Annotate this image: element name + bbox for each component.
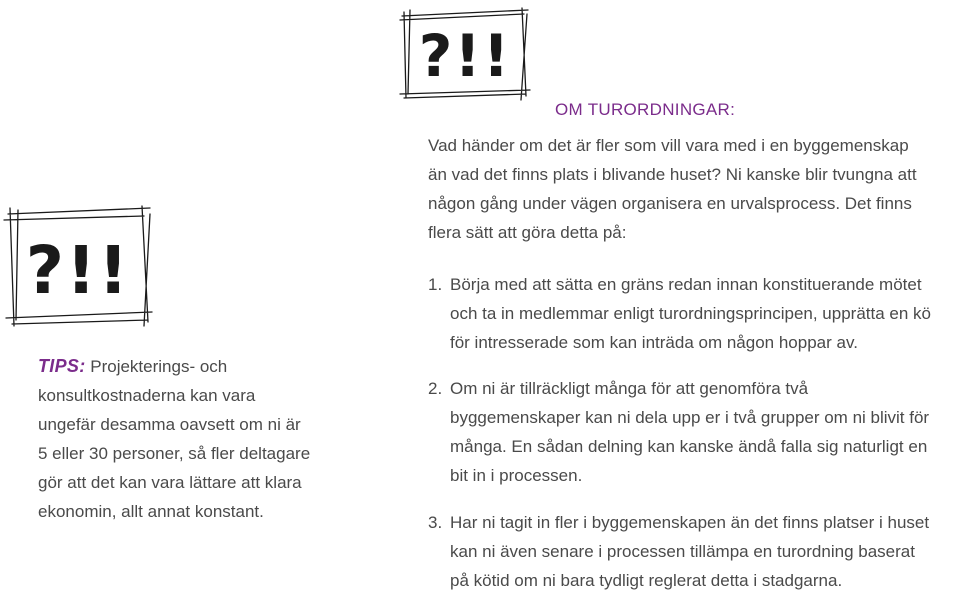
intro-line: Vad händer om det är fler som vill vara med i en byggemenskap <box>428 136 909 155</box>
intro-line: någon gång under vägen organisera en urvalsprocess. Det finns <box>428 194 912 213</box>
list-number: 3. <box>428 513 443 532</box>
tips-line: 5 eller 30 personer, så fler deltagare <box>38 444 311 463</box>
list-item-text <box>450 508 929 595</box>
list-line: på kötid om ni bara tydligt reglerat detta i stadgarna. <box>450 571 843 590</box>
tips-line: gör att det kan vara lättare att klara <box>38 473 302 492</box>
tips-first-line-text: Projekterings- och <box>85 357 228 376</box>
intro-line: än vad det finns plats i blivande huset? Ni kanske blir tvungna att <box>428 165 917 184</box>
tips-first-line <box>38 352 338 381</box>
intro-line: flera sätt att göra detta på: <box>428 223 627 242</box>
list-line: och ta in medlemmar enligt turordningsprincipen, upprätta en kö <box>450 304 931 323</box>
exclamation-sketch-box-left <box>4 206 152 326</box>
list-line: Har ni tagit in fler i byggemenskapen än det finns platser i huset <box>450 513 930 532</box>
tips-paragraph <box>38 352 338 526</box>
exclamation-sketch-box-top <box>400 8 530 100</box>
list-line: byggemenskaper kan ni dela upp er i två grupper om ni blivit för <box>450 408 930 427</box>
list-line: bit in i processen. <box>450 466 583 485</box>
list-number: 2. <box>428 379 443 398</box>
list-line: Om ni är tillräckligt många för att genomföra två <box>450 379 809 398</box>
interrobang-glyph: ?!! <box>418 22 512 90</box>
list-item-text <box>450 270 931 357</box>
list-line: kan ni även senare i processen tillämpa en turordning baserat <box>450 542 915 561</box>
list-number: 1. <box>428 275 443 294</box>
tips-line: konsultkostnaderna kan vara <box>38 386 256 405</box>
intro-paragraph <box>428 131 948 247</box>
tips-label: TIPS: <box>38 356 86 376</box>
list-line: många. En sådan delning kan kanske ändå falla sig naturligt en <box>450 437 928 456</box>
section-heading: OM TURORDNINGAR: <box>555 100 736 119</box>
interrobang-glyph: ?!! <box>25 232 131 309</box>
tips-line: ungefär desamma oavsett om ni är <box>38 415 301 434</box>
list-line: Börja med att sätta en gräns redan innan konstituerande mötet <box>450 275 922 294</box>
list-line: för intresserade som kan inträda om någon hoppar av. <box>450 333 858 352</box>
list-item-text <box>450 374 929 490</box>
tips-line: ekonomin, allt annat konstant. <box>38 502 264 521</box>
